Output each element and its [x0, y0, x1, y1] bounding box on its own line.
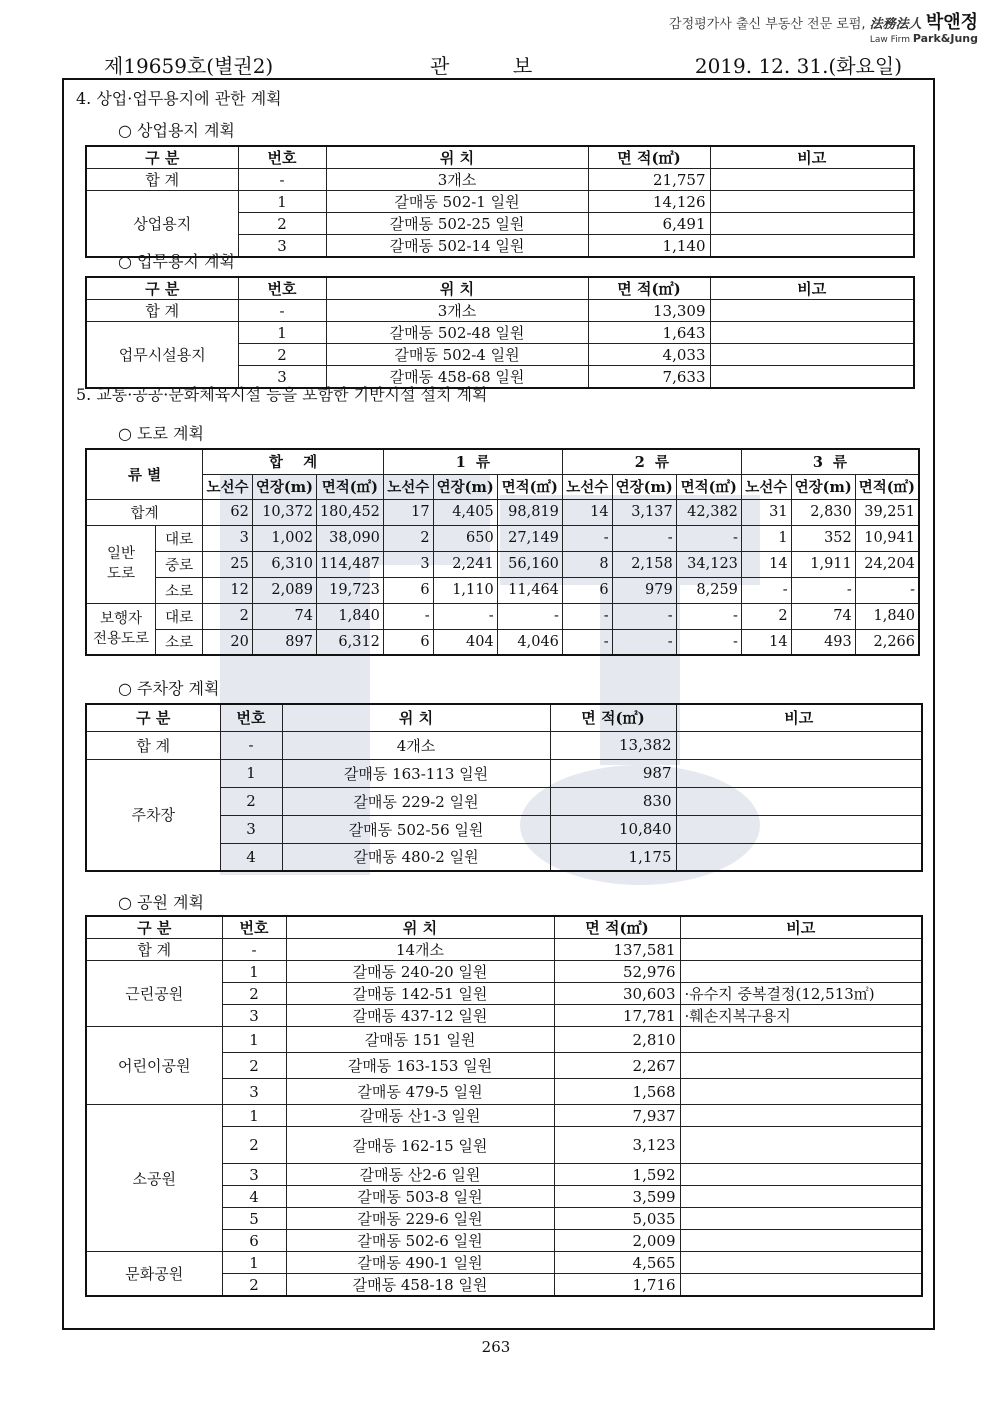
- table-row: 주차장 1 갈매동 163-113 일원 987: [86, 759, 922, 787]
- business-table: [85, 276, 915, 389]
- issue-date: 2019. 12. 31.(화요일): [694, 54, 902, 78]
- group-label: 소공원: [86, 1105, 222, 1252]
- col-area: 면 적(㎡): [588, 146, 710, 169]
- table-row: 소로 12 2,089 19,723 6 1,110 11,464 6 979 8,259 - - -: [86, 577, 919, 603]
- col-number: 번호: [238, 146, 326, 169]
- firm-tagline: 감정평가사 출신 부동산 전문 로펌, 法務法人 박앤정: [669, 12, 978, 33]
- page-number: 263: [481, 1338, 511, 1356]
- table-row: 5 갈매동 229-6 일원 5,035: [86, 1208, 922, 1230]
- table-row: 소공원 1 갈매동 산1-3 일원 7,937: [86, 1105, 922, 1127]
- table-row: 2 갈매동 163-153 일원 2,267: [86, 1053, 922, 1079]
- table-header-row: 구 분 번호 위 치 면 적(㎡) 비고: [86, 277, 914, 300]
- firm-logo: 박앤정: [925, 12, 978, 33]
- table-row: 문화공원 1 갈매동 490-1 일원 4,565: [86, 1252, 922, 1274]
- table-row: 어린이공원 1 갈매동 151 일원 2,810: [86, 1027, 922, 1053]
- total-row: 합 계 - 3개소 13,309: [86, 300, 914, 322]
- table-header-row: 구 분 번호 위 치 면 적(㎡) 비고: [86, 704, 922, 731]
- table-header-row: [86, 146, 914, 169]
- road-subheader-row: 노선수 연장(m) 면적(㎡) 노선수 연장(m) 면적(㎡) 노선수 연장(m) 면적(㎡) 노선수 연장(m) 면적(㎡): [86, 474, 919, 499]
- table-row: 3 갈매동 458-68 일원 7,633: [86, 366, 914, 389]
- table-row: 일반 도로 대로 3 1,002 38,090 2 650 27,149 - - - 1 352 10,941: [86, 525, 919, 551]
- park-title: ○ 공원 계획: [118, 893, 204, 912]
- col-note: 비고: [710, 146, 914, 169]
- table-row: 업무시설용지 1 갈매동 502-48 일원 1,643: [86, 322, 914, 344]
- section-5-heading: 5. 교통·공공·문화체육시설 등을 포함한 기반시설 설치 계획: [76, 385, 488, 404]
- table-row: 중로 25 6,310 114,487 3 2,241 56,160 8 2,158 34,123 14 1,911 24,204: [86, 551, 919, 577]
- table-row: 2 갈매동 458-18 일원 1,716: [86, 1274, 922, 1297]
- total-row: 합 계 - 14개소 137,581: [86, 939, 922, 961]
- table-row: 4 갈매동 480-2 일원 1,175: [86, 843, 922, 871]
- table-row: 3 갈매동 437-12 일원 17,781 ·훼손지복구용지: [86, 1005, 922, 1027]
- table-header-row: 구 분 번호 위 치 면 적(㎡) 비고: [86, 916, 922, 939]
- road-table: [85, 448, 920, 656]
- total-row: 합 계 - 3개소 21,757: [86, 169, 914, 191]
- table-row: 근린공원 1 갈매동 240-20 일원 52,976: [86, 961, 922, 983]
- general-road-label: 일반 도로: [86, 525, 156, 603]
- total-row: 합 계 - 4개소 13,382: [86, 731, 922, 759]
- table-row: 3 갈매동 479-5 일원 1,568: [86, 1079, 922, 1105]
- group-label: 문화공원: [86, 1252, 222, 1297]
- firm-hanja: 法務法人: [869, 17, 922, 32]
- group-label: 어린이공원: [86, 1027, 222, 1105]
- group-label: 상업용지: [86, 191, 238, 258]
- table-row: 3 갈매동 502-14 일원 1,140: [86, 235, 914, 258]
- table-row: 2 갈매동 502-4 일원 4,033: [86, 344, 914, 366]
- col-location: 위 치: [326, 146, 588, 169]
- gazette-title: 관 보: [430, 54, 533, 78]
- road-kind-label: 류 별: [86, 449, 203, 499]
- table-row: 4 갈매동 503-8 일원 3,599: [86, 1186, 922, 1208]
- group-label: 주차장: [86, 759, 220, 871]
- firm-sub: Law Firm Park&Jung: [869, 32, 978, 45]
- table-row: 2 갈매동 502-25 일원 6,491: [86, 213, 914, 235]
- road-header-row: 류 별 합 계 1 류 2 류 3 류: [86, 449, 919, 474]
- table-row: 6 갈매동 502-6 일원 2,009: [86, 1230, 922, 1252]
- table-row: 2 갈매동 229-2 일원 830: [86, 787, 922, 815]
- table-row: 보행자 전용도로 대로 2 74 1,840 - - - - - - 2 74 1,840: [86, 603, 919, 629]
- table-row: 2 갈매동 162-15 일원 3,123: [86, 1127, 922, 1164]
- business-title: ○ 업무용지 계획: [118, 252, 235, 271]
- parking-table: [85, 703, 923, 872]
- road-title: ○ 도로 계획: [118, 424, 204, 443]
- table-row: 소로 20 897 6,312 6 404 4,046 - - - 14 493 2,266: [86, 629, 919, 655]
- issue-number: 제19659호(별권2): [104, 54, 274, 78]
- col-category: 구 분: [86, 146, 238, 169]
- commercial-table: [85, 145, 915, 258]
- pedestrian-road-label: 보행자 전용도로: [86, 603, 156, 655]
- road-total-row: 합계 62 10,372 180,452 17 4,405 98,819 14 3,137 42,382 31 2,830 39,251: [86, 499, 919, 525]
- table-row: 상업용지 1 갈매동 502-1 일원 14,126: [86, 191, 914, 213]
- table-row: 3 갈매동 502-56 일원 10,840: [86, 815, 922, 843]
- park-table: [85, 915, 923, 1297]
- table-row: 2 갈매동 142-51 일원 30,603 ·유수지 중복결정(12,513㎡): [86, 983, 922, 1005]
- section-4-heading: 4. 상업·업무용지에 관한 계획: [76, 89, 282, 108]
- table-row: 3 갈매동 산2-6 일원 1,592: [86, 1164, 922, 1186]
- group-label: 업무시설용지: [86, 322, 238, 389]
- group-label: 근린공원: [86, 961, 222, 1027]
- commercial-title: ○ 상업용지 계획: [118, 121, 235, 140]
- parking-title: ○ 주차장 계획: [118, 679, 220, 698]
